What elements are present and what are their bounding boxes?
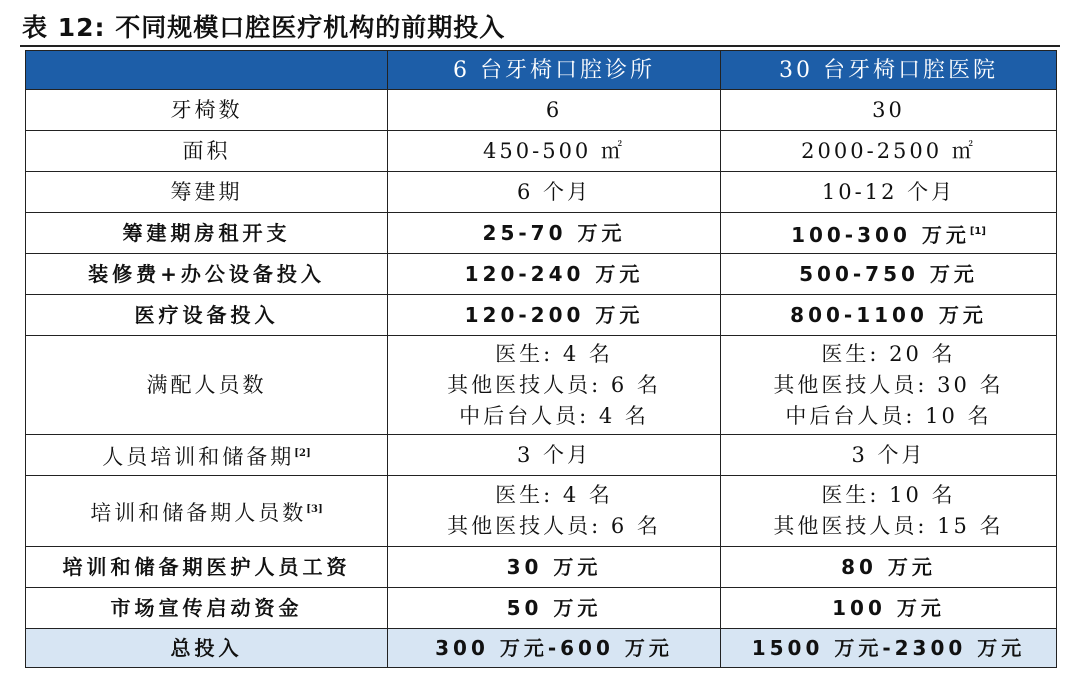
value-text: 100-300 万元 — [791, 222, 970, 247]
clinic-value: 120-240 万元 — [388, 254, 721, 295]
hospital-value: 800-1100 万元 — [721, 295, 1057, 336]
value-line: 其他医技人员: 6 名 — [447, 514, 661, 538]
value-line: 中后台人员: 10 名 — [785, 403, 992, 428]
clinic-value: 30 万元 — [388, 547, 721, 588]
row-training-staff — [26, 476, 1057, 547]
row-staff — [26, 336, 1057, 435]
footnote-marker: [3] — [306, 503, 323, 515]
row-label — [26, 435, 388, 476]
clinic-value: 120-200 万元 — [388, 295, 721, 336]
row-training-period — [26, 435, 1057, 476]
row-build-period — [26, 172, 1057, 213]
clinic-value: 450-500 ㎡ — [388, 131, 721, 172]
clinic-value: 6 — [388, 90, 721, 131]
hospital-value — [721, 476, 1057, 547]
row-label: 装修费+办公设备投入 — [26, 254, 388, 295]
row-decoration — [26, 254, 1057, 295]
hospital-value — [721, 336, 1057, 435]
row-area — [26, 131, 1057, 172]
clinic-value — [388, 336, 721, 435]
hospital-value: 500-750 万元 — [721, 254, 1057, 295]
row-label: 满配人员数 — [26, 336, 388, 435]
hospital-value: 30 — [721, 90, 1057, 131]
row-medical-equipment — [26, 295, 1057, 336]
header-row — [26, 51, 1057, 90]
clinic-value: 50 万元 — [388, 588, 721, 629]
label-text: 培训和储备期人员数 — [90, 500, 307, 525]
header-hospital: 30 台牙椅口腔医院 — [721, 51, 1057, 90]
hospital-value: 2000-2500 ㎡ — [721, 131, 1057, 172]
hospital-value: 1500 万元-2300 万元 — [721, 629, 1057, 668]
clinic-value: 25-70 万元 — [388, 213, 721, 254]
clinic-value: 3 个月 — [388, 435, 721, 476]
row-rent — [26, 213, 1057, 254]
hospital-value — [721, 213, 1057, 254]
row-label: 筹建期房租开支 — [26, 213, 388, 254]
label-text: 人员培训和储备期 — [102, 444, 295, 469]
title-rule — [20, 45, 1060, 47]
value-line: 医生: 4 名 — [495, 341, 613, 366]
header-empty — [26, 51, 388, 90]
row-training-salary — [26, 547, 1057, 588]
clinic-value: 300 万元-600 万元 — [388, 629, 721, 668]
value-line: 其他医技人员: 15 名 — [773, 514, 1004, 538]
header-clinic: 6 台牙椅口腔诊所 — [388, 51, 721, 90]
row-label: 筹建期 — [26, 172, 388, 213]
value-line: 其他医技人员: 6 名 — [447, 372, 661, 397]
row-label: 培训和储备期医护人员工资 — [26, 547, 388, 588]
value-line: 其他医技人员: 30 名 — [773, 372, 1004, 397]
clinic-value: 6 个月 — [388, 172, 721, 213]
row-chairs — [26, 90, 1057, 131]
hospital-value: 10-12 个月 — [721, 172, 1057, 213]
row-label — [26, 476, 388, 547]
footnote-marker: [2] — [294, 447, 311, 459]
hospital-value: 80 万元 — [721, 547, 1057, 588]
value-line: 中后台人员: 4 名 — [459, 403, 649, 428]
row-label: 牙椅数 — [26, 90, 388, 131]
hospital-value: 100 万元 — [721, 588, 1057, 629]
value-line: 医生: 20 名 — [821, 341, 956, 366]
clinic-value — [388, 476, 721, 547]
row-label: 面积 — [26, 131, 388, 172]
row-label: 总投入 — [26, 629, 388, 668]
row-label: 医疗设备投入 — [26, 295, 388, 336]
value-line: 医生: 4 名 — [495, 483, 613, 507]
table-title: 表 12: 不同规模口腔医疗机构的前期投入 — [22, 13, 506, 42]
row-marketing — [26, 588, 1057, 629]
row-label: 市场宣传启动资金 — [26, 588, 388, 629]
row-total — [26, 629, 1057, 668]
investment-table — [25, 50, 1057, 668]
hospital-value: 3 个月 — [721, 435, 1057, 476]
value-line: 医生: 10 名 — [821, 483, 956, 507]
footnote-marker: [1] — [969, 225, 986, 237]
